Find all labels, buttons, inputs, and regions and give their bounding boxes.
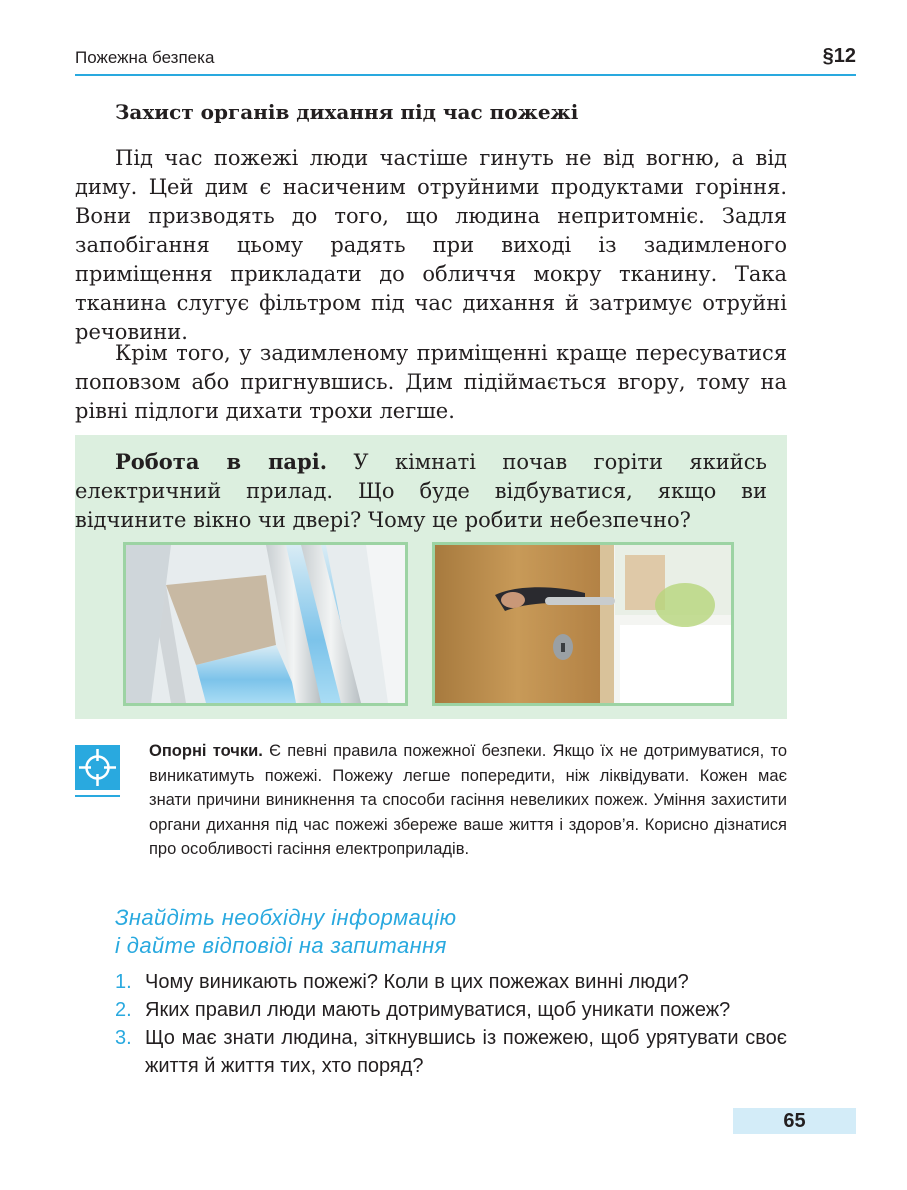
pair-work-text [75,447,767,535]
body-paragraph-1: Під час пожежі люди частіше гинуть не від вогню, а від диму. Цей дим є насиченим отруйними продуктами горіння. Вони призводять до того, що людина непритомніє. Задля запобігання цьому радять при виході із задимленого приміщення прикладати до обличчя мокру тканину. Така тканина слугує фільтром під час дихання й затримує отруйні речовини. [75,146,787,344]
paragraph-number: §12 [822,45,856,67]
task-title-line-2: і дайте відповіді на запитання [115,933,447,958]
key-points-label: Опорні точки. [149,742,263,760]
icon-underline [75,795,120,797]
task-title-line-1: Знайдіть необхідну інформацію [115,905,457,930]
pair-work-body: У кімнаті почав горіти якийсь електричний прилад. Що буде відбуватися, якщо ви відчините вікно чи двері? Чому це робити небезпечно? [75,450,767,532]
pair-work-panel [75,435,787,719]
question-number: 1. [115,971,132,993]
task-title [115,904,456,960]
question-text: Чому виникають пожежі? Коли в цих пожежах винні люди? [145,971,689,993]
window-photo [123,542,408,706]
window-image [126,545,405,703]
question-number: 3. [115,1027,132,1049]
door-image [435,545,731,703]
body-paragraph-2: Крім того, у задимленому приміщенні краще пересуватися поповзом або пригнувшись. Дим підіймається вгору, тому на рівні підлоги дихати трохи легше. [75,341,787,423]
pair-work-label: Робота в парі. [115,449,328,474]
section-title: Захист органів дихання під час пожежі [115,100,579,124]
question-text: Яких правил люди мають дотримуватися, щоб уникати пожеж? [145,999,731,1021]
key-points-text [149,739,787,862]
target-icon [75,745,120,790]
question-number: 2. [115,999,132,1021]
running-header [75,44,856,76]
chapter-title: Пожежна безпека [75,48,215,67]
question-text: Що має знати людина, зіткнувшись із пожежею, щоб урятувати своє життя й життя тих, хто поряд? [145,1027,787,1077]
key-points-body: Є певні правила пожежної безпеки. Якщо їх не дотримуватися, то виникатимуть пожежі. Пожежу легше попередити, ніж ліквідувати. Кожен має знати причини виникнення та способи гасіння невеликих пожеж. Уміння захистити органи дихання під час пожежі збереже ваше життя і здоров’я. Корисно дізнатися про особливості гасіння електроприладів. [149,742,787,858]
page-number: 65 [733,1108,856,1134]
door-photo [432,542,734,706]
